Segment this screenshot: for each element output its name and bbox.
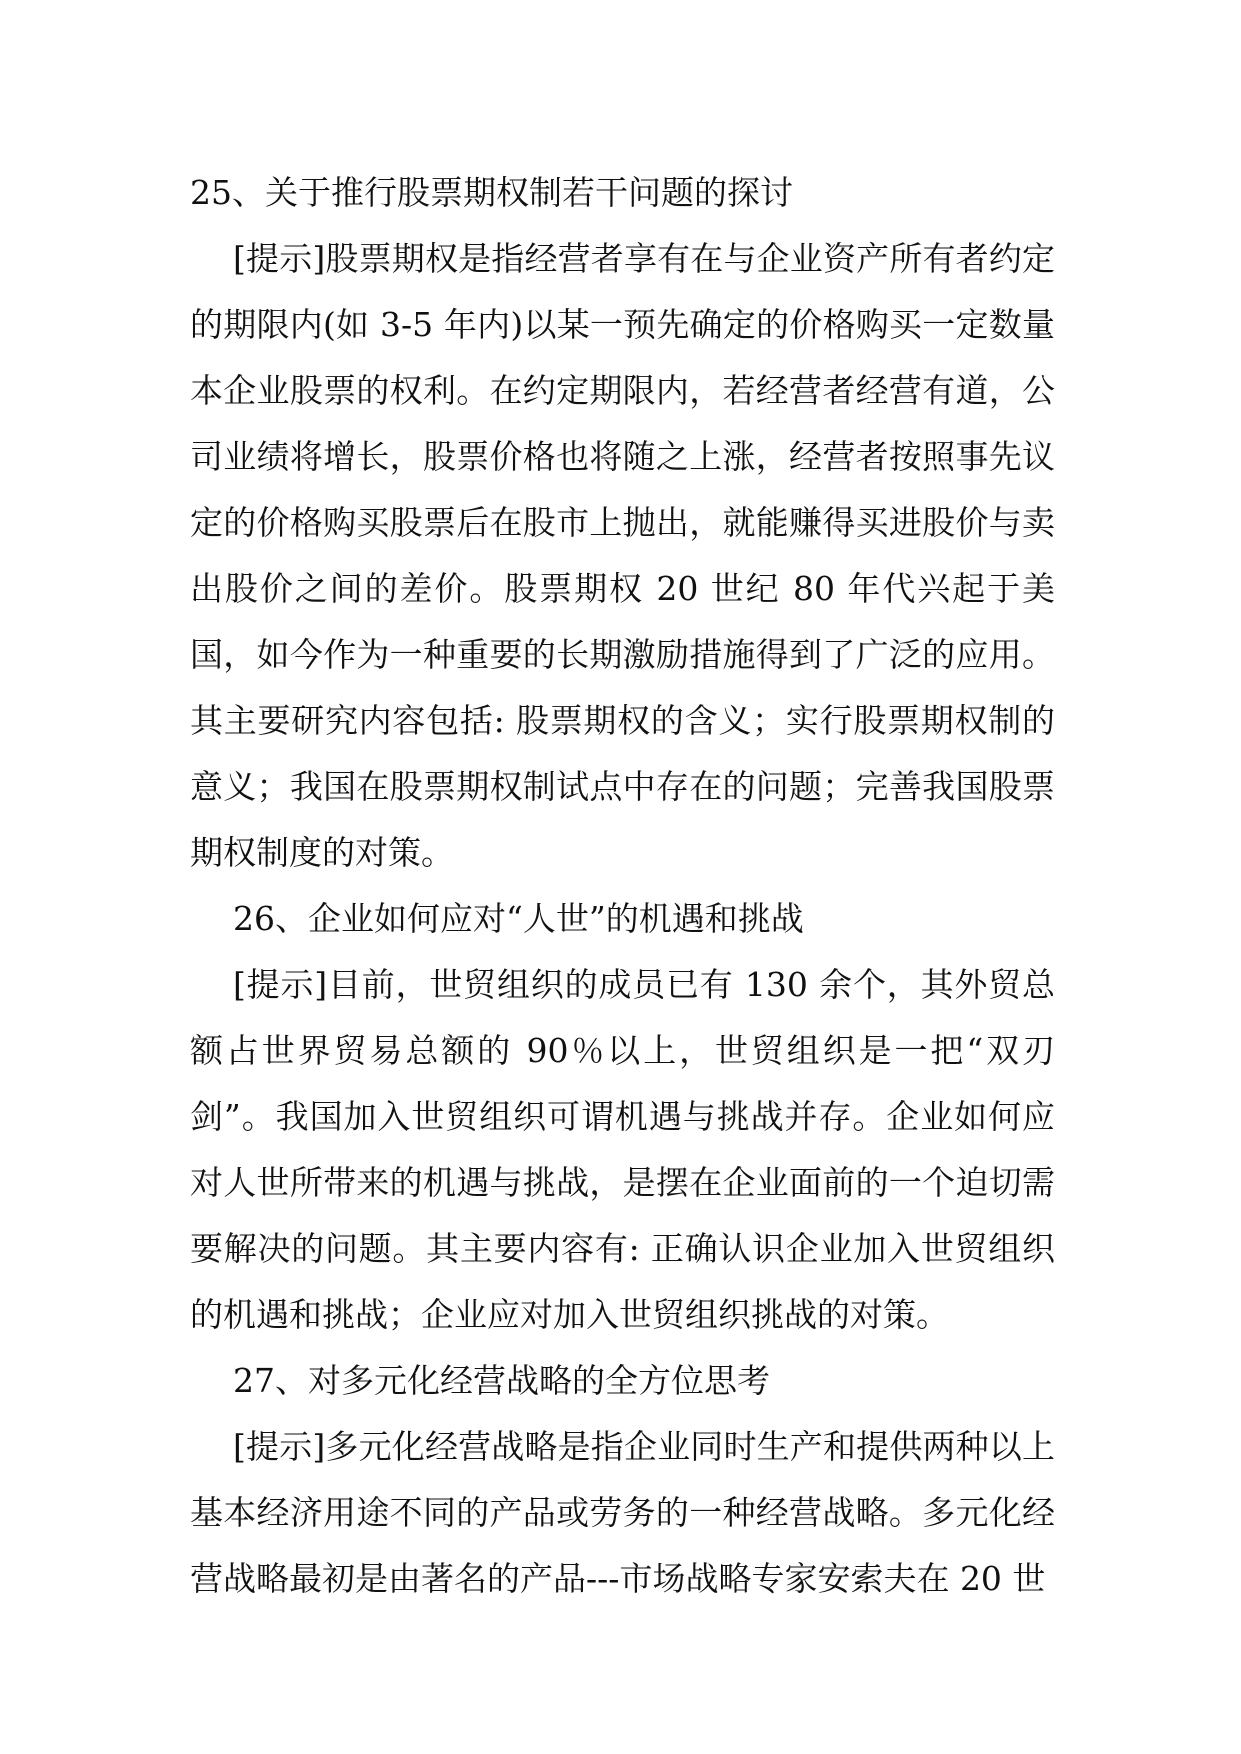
section-heading-26: 26、企业如何应对“人世”的机遇和挑战 bbox=[233, 899, 804, 938]
document-page bbox=[190, 160, 1055, 1612]
section-body-27: [提示]多元化经营战略是指企业同时生产和提供两种以上基本经济用途不同的产品或劳务的一种经营战略。多元化经营战略最初是由著名的产品---市场战略专家安索夫在 20 世 bbox=[190, 1427, 1055, 1598]
section-heading-27: 27、对多元化经营战略的全方位思考 bbox=[233, 1361, 770, 1400]
section-body-26: [提示]目前，世贸组织的成员已有 130 余个，其外贸总额占世界贸易总额的 90％以上，世贸组织是一把“双刃剑”。我国加入世贸组织可谓机遇与挑战并存。企业如何应对人世所带来的机遇与挑战，是摆在企业面前的一个迫切需要解决的问题。其主要内容有: 正确认识企业加入世贸组织的机遇和挑战；企业应对加入世贸组织挑战的对策。 bbox=[190, 965, 1055, 1334]
section-body-25: [提示]股票期权是指经营者享有在与企业资产所有者约定的期限内(如 3-5 年内)以某一预先确定的价格购买一定数量本企业股票的权利。在约定期限内，若经营者经营有道，公司业绩将增长，股票价格也将随之上涨，经营者按照事先议定的价格购买股票后在股市上抛出，就能赚得买进股价与卖出股价之间的差价。股票期权 20 世纪 80 年代兴起于美国，如今作为一种重要的长期激励措施得到了广泛的应用。其主要研究内容包括: 股票期权的含义；实行股票期权制的意义；我国在股票期权制试点中存在的问题；完善我国股票期权制度的对策。 bbox=[190, 239, 1055, 872]
section-heading-25: 25、关于推行股票期权制若干问题的探讨 bbox=[190, 173, 793, 212]
